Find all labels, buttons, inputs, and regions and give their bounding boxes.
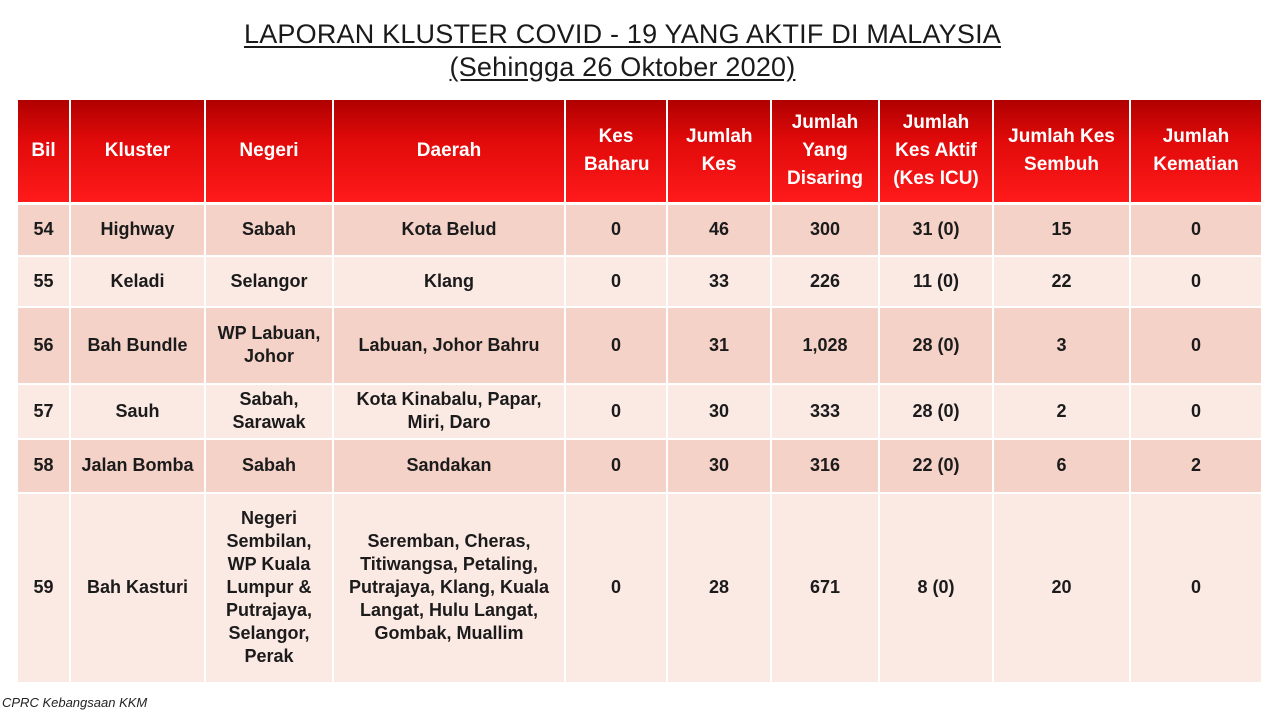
header-kes-baharu: Kes Baharu: [565, 100, 667, 204]
cell-jumlah-kes: 46: [667, 204, 771, 256]
cell-kematian: 0: [1130, 307, 1261, 384]
header-bil: Bil: [18, 100, 70, 204]
cell-kes-baharu: 0: [565, 307, 667, 384]
cell-jumlah-kes: 30: [667, 439, 771, 493]
cell-bil: 57: [18, 384, 70, 439]
report-title: [0, 18, 1245, 84]
table-row: [18, 439, 1261, 493]
header-negeri: Negeri: [205, 100, 333, 204]
source-footer: CPRC Kebangsaan KKM: [2, 695, 148, 710]
header-kes-sembuh: Jumlah Kes Sembuh: [993, 100, 1130, 204]
cell-bil: 56: [18, 307, 70, 384]
cell-bil: 59: [18, 493, 70, 683]
cell-kes-aktif: 28 (0): [879, 307, 993, 384]
cell-kes-baharu: 0: [565, 204, 667, 256]
cell-jumlah-kes: 28: [667, 493, 771, 683]
header-jumlah-kes: Jumlah Kes: [667, 100, 771, 204]
cell-disaring: 671: [771, 493, 879, 683]
cell-disaring: 1,028: [771, 307, 879, 384]
cluster-table: [18, 100, 1261, 684]
cell-negeri: Sabah: [205, 439, 333, 493]
cell-jumlah-kes: 31: [667, 307, 771, 384]
cell-kematian: 0: [1130, 384, 1261, 439]
cell-daerah: Seremban, Cheras, Titiwangsa, Petaling, Putrajaya, Klang, Kuala Langat, Hulu Langat, Gombak, Muallim: [333, 493, 565, 683]
table-row: [18, 493, 1261, 683]
cell-disaring: 316: [771, 439, 879, 493]
cell-kes-sembuh: 15: [993, 204, 1130, 256]
cell-kes-aktif: 31 (0): [879, 204, 993, 256]
cell-kluster: Sauh: [70, 384, 205, 439]
cell-kes-sembuh: 3: [993, 307, 1130, 384]
cell-daerah: Labuan, Johor Bahru: [333, 307, 565, 384]
table-row: [18, 256, 1261, 307]
cell-kes-aktif: 8 (0): [879, 493, 993, 683]
cell-kematian: 0: [1130, 256, 1261, 307]
cell-kes-aktif: 11 (0): [879, 256, 993, 307]
cell-negeri: Sabah, Sarawak: [205, 384, 333, 439]
table-row: [18, 384, 1261, 439]
cell-kes-sembuh: 20: [993, 493, 1130, 683]
cell-kes-aktif: 28 (0): [879, 384, 993, 439]
cell-negeri: Sabah: [205, 204, 333, 256]
cell-disaring: 226: [771, 256, 879, 307]
cell-kluster: Jalan Bomba: [70, 439, 205, 493]
cell-kes-baharu: 0: [565, 256, 667, 307]
header-row: [18, 100, 1261, 204]
cell-negeri: WP Labuan, Johor: [205, 307, 333, 384]
cell-daerah: Sandakan: [333, 439, 565, 493]
cell-kes-baharu: 0: [565, 439, 667, 493]
cell-kematian: 0: [1130, 204, 1261, 256]
header-kematian: Jumlah Kematian: [1130, 100, 1261, 204]
cell-kematian: 0: [1130, 493, 1261, 683]
cell-negeri: Negeri Sembilan, WP Kuala Lumpur & Putrajaya, Selangor, Perak: [205, 493, 333, 683]
cell-kes-baharu: 0: [565, 384, 667, 439]
cell-disaring: 333: [771, 384, 879, 439]
cell-bil: 54: [18, 204, 70, 256]
cell-disaring: 300: [771, 204, 879, 256]
cell-daerah: Klang: [333, 256, 565, 307]
cell-daerah: Kota Kinabalu, Papar, Miri, Daro: [333, 384, 565, 439]
header-kluster: Kluster: [70, 100, 205, 204]
cell-bil: 55: [18, 256, 70, 307]
table-row: [18, 307, 1261, 384]
header-jumlah-disaring: Jumlah Yang Disaring: [771, 100, 879, 204]
title-main: LAPORAN KLUSTER COVID - 19 YANG AKTIF DI MALAYSIA: [243, 19, 1001, 49]
cell-negeri: Selangor: [205, 256, 333, 307]
cell-jumlah-kes: 33: [667, 256, 771, 307]
cell-kes-aktif: 22 (0): [879, 439, 993, 493]
title-date: (Sehingga 26 Oktober 2020): [449, 52, 796, 82]
cell-bil: 58: [18, 439, 70, 493]
cell-kematian: 2: [1130, 439, 1261, 493]
cell-kes-sembuh: 6: [993, 439, 1130, 493]
cell-kes-sembuh: 2: [993, 384, 1130, 439]
cell-kluster: Bah Kasturi: [70, 493, 205, 683]
cell-daerah: Kota Belud: [333, 204, 565, 256]
cell-kluster: Highway: [70, 204, 205, 256]
cell-kluster: Keladi: [70, 256, 205, 307]
table-row: [18, 204, 1261, 256]
cell-kes-baharu: 0: [565, 493, 667, 683]
cell-kluster: Bah Bundle: [70, 307, 205, 384]
cell-kes-sembuh: 22: [993, 256, 1130, 307]
cell-jumlah-kes: 30: [667, 384, 771, 439]
header-kes-aktif: Jumlah Kes Aktif (Kes ICU): [879, 100, 993, 204]
header-daerah: Daerah: [333, 100, 565, 204]
